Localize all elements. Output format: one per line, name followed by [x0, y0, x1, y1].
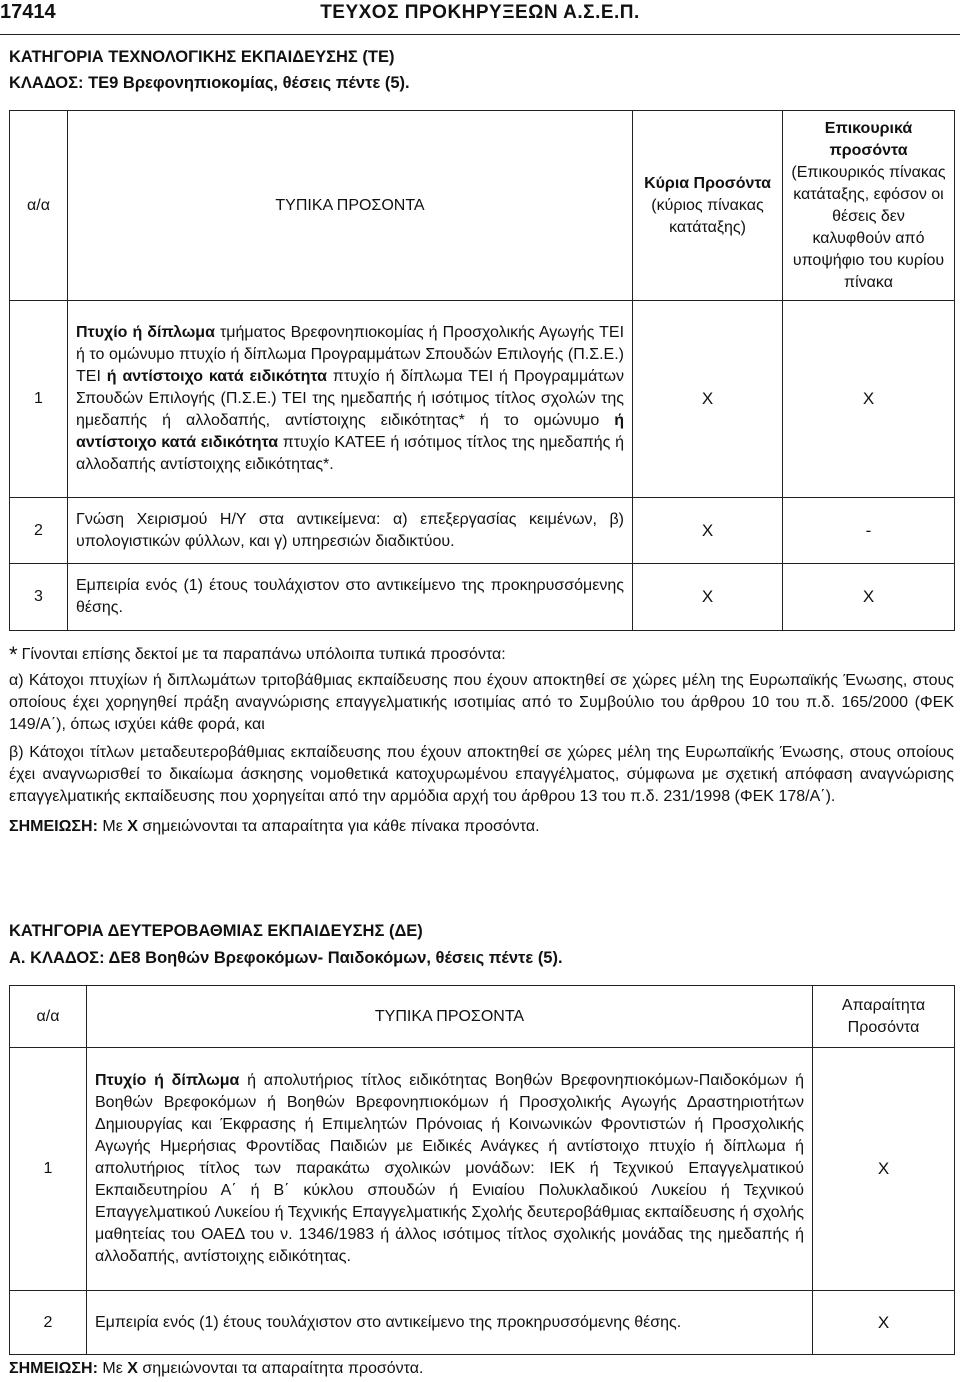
- table-row: [10, 301, 955, 498]
- table-header-row: [10, 986, 955, 1048]
- section2-branch: Α. ΚΛΑΔΟΣ: ΔΕ8 Βοηθών Βρεφοκόμων- Παιδοκόμων, θέσεις πέντε (5).: [9, 949, 563, 967]
- aparaitita-mark: Χ: [813, 1048, 955, 1291]
- col-header-epikourika: [783, 111, 955, 301]
- note-label: ΣΗΜΕΙΩΣΗ:: [9, 1360, 98, 1377]
- kyria-mark: Χ: [633, 498, 783, 564]
- kyria-title: Κύρια Προσόντα: [644, 174, 771, 192]
- note-pre: Με: [97, 1360, 128, 1377]
- epikourika-subtitle: (Επικουρικός πίνακας κατάταξης, εφόσον οι θέσεις δεν καλυφθούν από υποψήφιο του κυρίου πίνακα: [791, 163, 946, 291]
- kyria-mark: Χ: [633, 301, 783, 498]
- qual-text-6: πτυχίο ΚΑΤΕΕ ή ισότιμος τίτλος της ημεδαπής ή αλλοδαπής αντίστοιχης ειδικότητας*.: [76, 434, 624, 473]
- section2-note: [9, 1358, 954, 1380]
- table-row: [10, 1291, 955, 1355]
- note-post: σημειώνονται τα απαραίτητα προσόντα.: [137, 1360, 424, 1377]
- col-header-typika: ΤΥΠΙΚΑ ΠΡΟΣΟΝΤΑ: [68, 111, 633, 301]
- aparaitita-mark: Χ: [813, 1291, 955, 1355]
- section1-note: [9, 816, 954, 838]
- footnote-a: α) Κάτοχοι πτυχίων ή διπλωμάτων τριτοβάθμιας εκπαίδευσης που έχουν αποκτηθεί σε χώρες μέλη της Ευρωπαϊκής Ένωσης, στους οποίους έχει χορηγηθεί πράξη αναγνώρισης επαγγελματικής ισοτιμίας από το Συμβούλιο του άρθρου 10 του π.δ. 165/2000 (ΦΕΚ 149/Α΄), όπως ισχύει κάθε φορά, και: [9, 672, 954, 733]
- epikourika-mark: Χ: [783, 564, 955, 631]
- qualification-text: Εμπειρία ενός (1) έτους τουλάχιστον στο αντικείμενο της προκηρυσσόμενης θέσης.: [68, 564, 633, 631]
- row-number: 1: [10, 301, 68, 498]
- row-number: 2: [10, 498, 68, 564]
- qual-text-4: πτυχίο ή δίπλωμα ΤΕΙ ή Προγραμμάτων Σπουδών Επιλογής (Π.Σ.Ε.) ΤΕΙ της ημεδαπής ή ισότιμος τίτλος σχολών της ημεδαπής ή αλλοδαπής, αντίστοιχης ειδικότητας* ή το ομώνυμο: [76, 368, 624, 429]
- section2-qualifications-table: [9, 985, 955, 1355]
- qual-bold-1: Πτυχίο ή δίπλωμα: [95, 1072, 240, 1089]
- note-x: Χ: [127, 818, 138, 835]
- epikourika-title: Επικουρικά προσόντα: [824, 119, 913, 159]
- table-header-row: [10, 111, 955, 301]
- footnote-b: β) Κάτοχοι τίτλων μεταδευτεροβάθμιας εκπαίδευσης που έχουν αποκτηθεί σε χώρες μέλη της Ευρωπαϊκής Ένωσης, στους οποίους έχει αναγνωρισθεί το δικαίωμα άσκησης νομοθετικά κατοχυρωμένου επαγγέλματος, σύμφωνα με σχετική απόφαση αναγνώρισης επαγγελματικής εκπαίδευσης που χορηγείται από την αρμόδια αρχή του άρθρου 13 του π.δ. 231/1998 (ΦΕΚ 178/Α΄).: [9, 744, 954, 805]
- qualification-text: [68, 301, 633, 498]
- table-row: [10, 1048, 955, 1291]
- qualification-text: Εμπειρία ενός (1) έτους τουλάχιστον στο αντικείμενο της προκηρυσσόμενης θέσης.: [87, 1291, 813, 1355]
- section2-category: ΚΑΤΗΓΟΡΙΑ ΔΕΥΤΕΡΟΒΑΘΜΙΑΣ ΕΚΠΑΙΔΕΥΣΗΣ (ΔΕ): [9, 922, 423, 940]
- qualification-text: Γνώση Χειρισμού Η/Υ στα αντικείμενα: α) επεξεργασίας κειμένων, β) υπολογιστικών φύλλων, και γ) υπηρεσιών διαδικτύου.: [68, 498, 633, 564]
- section1-branch: ΚΛΑΔΟΣ: ΤΕ9 Βρεφονηπιοκομίας, θέσεις πέντε (5).: [9, 74, 410, 92]
- qualification-text: [87, 1048, 813, 1291]
- section1-category: ΚΑΤΗΓΟΡΙΑ ΤΕΧΝΟΛΟΓΙΚΗΣ ΕΚΠΑΙΔΕΥΣΗΣ (ΤΕ): [9, 48, 395, 66]
- col-header-aa: α/α: [10, 986, 87, 1048]
- col-header-aa: α/α: [10, 111, 68, 301]
- col-header-typika: ΤΥΠΙΚΑ ΠΡΟΣΟΝΤΑ: [87, 986, 813, 1048]
- footnote-intro: Γίνονται επίσης δεκτοί με τα παραπάνω υπόλοιπα τυπικά προσόντα:: [21, 646, 506, 663]
- kyria-subtitle: (κύριος πίνακας κατάταξης): [651, 196, 764, 236]
- section1-footnotes: [9, 644, 954, 838]
- qual-text-2: τμήματος Βρεφονηπιοκομίας ή Προσχολικής Αγωγής ΤΕΙ ή το ομώνυμο πτυχίο ή δίπλωμα Προγραμμάτων Σπουδών Επιλογής (Π.Σ.Ε.) ΤΕΙ: [76, 324, 625, 385]
- qual-bold-5: ή αντίστοιχο κατά ειδικότητα: [76, 412, 624, 451]
- epikourika-mark: Χ: [783, 301, 955, 498]
- kyria-mark: Χ: [633, 564, 783, 631]
- qual-bold-3: ή αντίστοιχο κατά ειδικότητα: [106, 368, 327, 385]
- row-number: 3: [10, 564, 68, 631]
- table-row: [10, 564, 955, 631]
- row-number: 2: [10, 1291, 87, 1355]
- asterisk-mark: *: [9, 642, 18, 667]
- epikourika-mark: -: [783, 498, 955, 564]
- table-row: [10, 498, 955, 564]
- section2-note-line: [9, 1358, 954, 1380]
- section1-qualifications-table: [9, 110, 955, 631]
- col-header-kyria: [633, 111, 783, 301]
- row-number: 1: [10, 1048, 87, 1291]
- footnote-intro-line: [9, 644, 954, 666]
- col-header-aparaitita: Απαραίτητα Προσόντα: [813, 986, 955, 1048]
- page-number: 17414: [0, 1, 56, 23]
- note-x: Χ: [127, 1360, 138, 1377]
- page-header: [0, 0, 960, 35]
- qual-bold-1: Πτυχίο ή δίπλωμα: [76, 324, 215, 341]
- note-label: ΣΗΜΕΙΩΣΗ:: [9, 818, 98, 835]
- journal-title: ΤΕΥΧΟΣ ΠΡΟΚΗΡΥΞΕΩΝ Α.Σ.Ε.Π.: [320, 2, 640, 23]
- qual-text-2: ή απολυτήριος τίτλος ειδικότητας Βοηθών Βρεφονηπιοκόμων-Παιδοκόμων ή Βοηθών Βρεφοκόμων ή Βοηθών Βρεφονηπιοκόμων ή Προσχολικής Αγωγής Δραστηριοτήτων Δημιουργίας και Έκφρασης ή Επιμελητών Πρόνοιας ή Κοινωνικών Φροντιστών ή Προσχολικής Αγωγής Ημερήσιας Φροντίδας Παιδιών με Ειδικές Ανάγκες ή αντίστοιχο πτυχίο ή δίπλωμα ή απολυτήριος τίτλος των παρακάτω σχολικών μονάδων: ΙΕΚ ή Τεχνικού Επαγγελματικού Εκπαιδευτηρίου Α΄ ή Β΄ κύκλου σπουδών ή Ενιαίου Πολυκλαδικού Λυκείου ή Τεχνικού Επαγγελματικού Λυκείου ή Τεχνικής Επαγγελματικής Σχολής δευτεροβάθμιας εκπαίδευσης ή σχολής μαθητείας του ΟΑΕΔ του ν. 1346/1983 ή άλλος ισότιμος τίτλος σχολικής μονάδας της ημεδαπής ή αλλοδαπής, αντίστοιχης ειδικότητας.: [95, 1072, 805, 1265]
- note-post: σημειώνονται τα απαραίτητα για κάθε πίνακα προσόντα.: [137, 818, 540, 835]
- note-pre: Με: [97, 818, 128, 835]
